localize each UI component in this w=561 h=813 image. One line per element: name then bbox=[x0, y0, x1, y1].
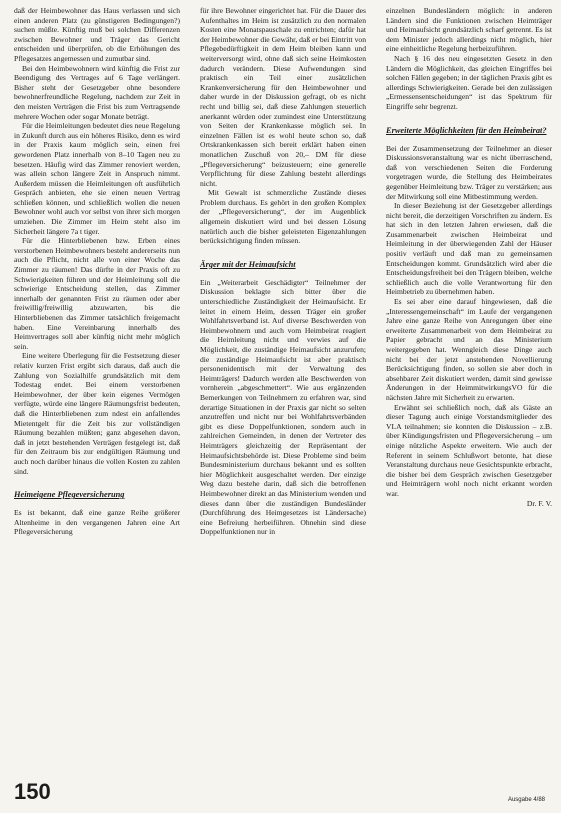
text-column-1 bbox=[14, 6, 180, 537]
text-column-3 bbox=[386, 6, 552, 508]
article-page bbox=[14, 6, 552, 776]
paragraph: Bei der Zusammensetzung der Teilnehmer an dieser Diskussionsveranstaltung war es nicht überraschend, daß von verschiedenen Seiten die Forderung vorgetragen wurde, die Stellung des Heimbeirates gegenüber Heimleitung bzw. Träger zu verstärken; aus der Mitwirkung soll eine Mitbestimmung werden. bbox=[386, 143, 552, 201]
paragraph: Für die Heimleitungen bedeutet dies neue Regelung in Zukunft durch aus ein höheres Risiko, denn es wird in der Praxis kaum möglich sein, einen frei gewordenen Platz innerhalb von 8–10 Tagen neu zu besetzen. Häufig wird das Zimmer renoviert werden, was allein schon längere Zeit in Anspruch nimmt. Außerdem müssen die Heimleitungen oft ausführlich Gespräch anbieten, ehe sie einen neuen Vertrag schließen können, und schließlich wollen die neuen Bewohner wohl auch vor selbst von ihrer sich morgen umziehen. Die Zimmer im Heim steht also im Sicherheit längere 7a t tiger. bbox=[14, 121, 180, 236]
section-heading: Erweiterte Möglichkeiten für den Heimbeirat? bbox=[386, 125, 547, 135]
section-heading: Ärger mit der Heimaufsicht bbox=[200, 259, 296, 269]
paragraph: Nach § 16 des neu eingesetzten Gesetz in den Ländern die Möglichkeit, das gleichen Eingriffes bei solchen Fällen gegeben; in der täglichen Praxis gibt es allerdings Schwierigkeiten. Gerade bei den zulässigen „Ermessensentscheidungen“ ist das Spektrum für Eingriffe sehr begrenzt. bbox=[386, 53, 552, 111]
paragraph: In dieser Beziehung ist der Gesetzgeber allerdings nicht bereit, die derzeitigen Vorschriften zu ändern. Es hat sich in den letzten Jahren erwiesen, daß die Zusammenarbeit zwischen Heimbeirat und Heimleitung in der überwiegenden Zahl der Häuser positiv verläuft und daß man zu gemeinsamen Entscheidungen kommt. Grundsätzlich wird aber die Entscheidungsfreiheit bei den Trägern bleiben, welche schließlich auch die volle Verantwortung für den Heimbetrieb zu übernehmen haben. bbox=[386, 201, 552, 297]
paragraph: Bei den Heimbewohnern wird künftig die Frist zur Beendigung des Vertrages auf 6 Tage verlängert. Bisher steht der Gesetzgeber ohne besondere bewohnerfreundliche Regelung, nachdem zur Zeit in den meisten Verträgen die Frist bis zum Vertragsende mehrere Wochen oder sogar Monate beträgt. bbox=[14, 63, 180, 121]
paragraph: Es ist bekannt, daß eine ganze Reihe größerer Altenheime in den vergangenen Jahren eine Art Pflegeversicherung bbox=[14, 508, 180, 537]
section-heading: Heimeigene Pflegeversicherung bbox=[14, 490, 125, 500]
paragraph: daß der Heimbewohner das Haus verlassen und sich einen anderen Platz (zu günstigeren Bedingungen?) suchen müßte. Künftig muß bei solchen Differenzen zwischen Bewohner und Träger das Gericht entscheiden und überprüfen, ob die Erhöhungen des Pflegesatzes angemessen und zumutbar sind. bbox=[14, 6, 180, 63]
author-signature: Dr. F. V. bbox=[526, 498, 552, 508]
page-number: 150 bbox=[14, 779, 51, 804]
paragraph: für ihre Bewohner eingerichtet hat. Für die Dauer des Aufenthaltes im Heim ist zusätzlich zu den normalen Kosten eine Monatspauschale zu entrichten; dafür hat der Heimbewohner die Gewähr, daß er bei Eintritt von Pflegebedürftigkeit in dem Heim bleiben kann und weiterversorgt wird, ohne daß sich seine Heimkosten dadurch verändern. Diese Aufwendungen sind praktisch ein Teil einer zusätzlichen Krankenversicherung für den Heimbewohner und daher wurde in der Diskussion gefragt, ob es nicht recht und billig sei, daß diese Zahlungen steuerlich anerkannt würden oder zumindest eine Unterstützung von Seiten der Krankenkasse möglich sei. In einzelnen Fällen ist es wohl heute schon so, daß Ortskrankenkassen sich bereit erklärt haben einen monatlichen Zuschuß von 20,– DM für diese „Pflegeversicherung“ beizusteuern; eine generelle Verpflichtung für diese Zahlung besteht allerdings nicht. bbox=[200, 6, 366, 188]
paragraph: Mit Gewalt ist schmerzliche Zustände dieses Problem durchaus. Es gehört in den großen Komplex der „Pflegeversicherung“, der im Augenblick allgemein diskutiert wird und bei dessen Lösung natürlich auch die bisher geleisteten Eigenzahlungen berücksichtigung finden müssen. bbox=[200, 188, 366, 246]
paragraph: einzelnen Bundesländern möglich: in anderen Ländern sind die Funktionen zwischen Heimträger und Heimaufsicht grundsätzlich scharf getrennt. Es ist dem Minister jedoch allerdings nicht möglich, hier eine einheitliche Regelung herbeizuführen. bbox=[386, 6, 552, 54]
text-column-2 bbox=[200, 6, 366, 537]
paragraph: Erwähnt sei schließlich noch, daß als Gäste an dieser Tagung auch einige Vorstandsmitglieder des VLA teilnahmen; sie konnten die Diskussion – z.B. über Kündigungsfristen und Pflegeversicherung – um einige nützliche Aspekte erweitern. Wie auch der Referent in seinem Schlußwort betonte, hat diese Veranstaltung durchaus neue Gesichtspunkte erbracht, die bisher bei dem Gespräch zwischen Gesetzgeber und Heimträgern wohl noch nicht erkannt worden war. bbox=[386, 402, 552, 498]
paragraph: Es sei aber eine darauf hingewiesen, daß die „Interessengemeinschaft“ im Laufe der vergangenen Jahre eine ganze Reihe von Anregungen über eine erweiterte Zusammenarbeit von dem Heimbeirat zu Papier gebracht und an das Ministerium weitergegeben hat. Wenngleich diese Dinge auch nicht bei der jetzt anstehenden Novellierung Berücksichtigung finden, so sollen sie aber doch in absehbarer Zeit diskutiert werden, damit sind gewisse Änderungen in der HeimmitwirkungsVO für die nächsten Jahre mit Sicherheit zu erwarten. bbox=[386, 297, 552, 402]
paragraph: Eine weitere Überlegung für die Festsetzung dieser relativ kurzen Frist ergibt sich daraus, daß auch die Zahlung von Sozialhilfe grundsätzlich mit dem Todestag endet. Bei einem verstorbenen Heimbewohner, der über kein eigenes Vermögen verfügte, würde eine längere Räumungsfrist bedeuten, daß die Hinterbliebenen zum ndest ein anfallendes Mietentgelt für die Zeit bis zur vollständigen Räumung bezahlen müßten; ganz abgesehen davon, daß in jetzt bestehenden Verträgen festgelegt ist, daß für den Zeitraum bis zur endgültigen Räumung und auch noch darüber hinaus die vollen Kosten zu zahlen sind. bbox=[14, 351, 180, 476]
paragraph: Ein „Weiterarbeit Geschädigter“ Teilnehmer der Diskussion beklagte sich bitter über die unterschiedliche Zuständigkeit der Heimaufsicht. Er leitet in einem Heim, dessen Träger ein großer Wohlfahrtsverband ist. Auf diverse Beschwerden von Heimbewohnern und auch vom Heimbeirat reagiert die Heimleitung nicht und verwies auf die Möglichkeit, die zuständige Heimaufsicht anzurufen; die zuständige Heimaufsicht ist aber praktisch personenidentisch mit der Verwaltung des Heimträgers! Dadurch werden alle Beschwerden von vornherein „abgeschmettert“. Wie aus ergänzenden Bemerkungen von Teilnehmern zu erfahren war, sind derartige Situationen in der Praxis gar nicht so selten anzutreffen und nicht nur bei Wohlfahrtsverbänden gibt es diese Doppelfunktionen, sondern auch in zahlreichen Gemeinden, in denen der Vertreter des Heimträgers gleichzeitig der Repräsentant der Heimaufsichtsbehörde ist. Diese Probleme sind beim Bundesministerium durchaus bekannt und es sollten hier Möglichkeit ausgeschaltet werden. Der einzige Weg dazu bestehe darin, daß sich die betroffenen Heimbewohner direkt an das Ministerium wenden und dieses dann über die zuständigen Bundesländer (Durchführung des Heimgesetzes ist Ländersache) eine Befreiung herbeiführen. Ohnehin sind diese Doppelfunktionen nur in bbox=[200, 277, 366, 537]
issue-footer: Ausgabe 4/88 bbox=[507, 797, 545, 803]
paragraph: Für die Hinterbliebenen bzw. Erben eines verstorbenen Heimbewohners besteht andererseits nun auch die Pflicht, nicht alle von einer Woche das Zimmer zu räumen! Das dürfte in der Praxis oft zu Schwierigkeiten führen und der Heimleitung soll die schwierige Entscheidung stellen, das Zimmer innerhalb der genannten Frist zu räumen oder aber freiwillig/freiwillig abzuwarten, bis die Hinterbliebenen das Zimmer tatsächlich freigemacht haben. Eine Vereinbarung innerhalb des Heimvertrages soll aber künftig nicht mehr möglich sein. bbox=[14, 236, 180, 351]
